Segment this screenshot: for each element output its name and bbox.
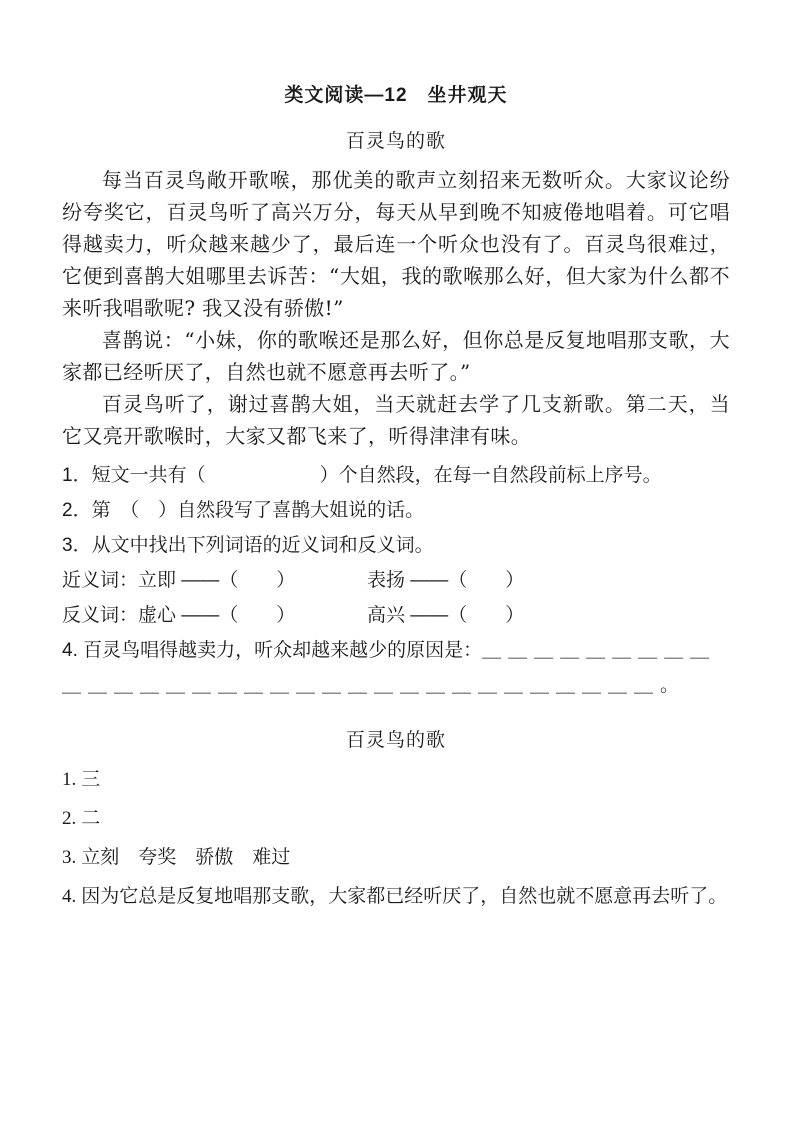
story-text bbox=[62, 164, 730, 452]
question-4 bbox=[62, 633, 730, 703]
answer-key-title: 百灵鸟的歌 bbox=[345, 730, 446, 751]
story-paragraph-3: 百灵鸟听了，谢过喜鹊大姐，当天就赶去学了几支新歌。第二天，当它又亮开歌喉时，大家又都飞来了，听得津津有味。 bbox=[62, 392, 730, 448]
story-title: 百灵鸟的歌 bbox=[345, 131, 446, 152]
answer-number-4: 4. bbox=[62, 886, 77, 907]
answer-item-3 bbox=[62, 847, 730, 869]
antonym-pair-left: 反义词：虚心 ——（ ） bbox=[62, 605, 296, 626]
synonym-pair-right: 表扬 ——（ ） bbox=[367, 570, 525, 591]
answer-item-4 bbox=[62, 886, 730, 908]
page-title: 类文阅读—12 坐井观天 bbox=[284, 85, 508, 106]
question-2: 2．第 （ ）自然段写了喜鹊大姐说的话。 bbox=[62, 500, 425, 521]
answer-text-2: 二 bbox=[81, 808, 101, 829]
synonym-row bbox=[62, 563, 730, 598]
story-paragraph-2: 喜鹊说：“小妹，你的歌喉还是那么好，但你总是反复地唱那支歌，大家都已经听厌了，自然也就不愿意再去听了。” bbox=[62, 328, 730, 384]
antonym-row bbox=[62, 598, 730, 633]
answer-number-3: 3. bbox=[62, 847, 77, 868]
answer-number-1: 1. bbox=[62, 769, 77, 790]
antonym-pair-right: 高兴 ——（ ） bbox=[367, 605, 525, 626]
synonym-pair-left: 近义词：立即 ——（ ） bbox=[62, 570, 296, 591]
question-4-period: 。 bbox=[660, 675, 680, 696]
answer-item-2 bbox=[62, 808, 730, 830]
answer-number-2: 2. bbox=[62, 808, 77, 829]
question-4-text: 4. 百灵鸟唱得越卖力，听众却越来越少的原因是： bbox=[62, 640, 483, 661]
answer-text-3: 立刻 夸奖 骄傲 难过 bbox=[81, 847, 291, 868]
question-3: 3．从文中找出下列词语的近义词和反义词。 bbox=[62, 535, 434, 556]
story-paragraph-1: 每当百灵鸟敞开歌喉，那优美的歌声立刻招来无数听众。大家议论纷纷夸奖它，百灵鸟听了高兴万分，每天从早到晚不知疲倦地唱着。可它唱得越卖力，听众越来越少了，最后连一个听众也没有了。百灵鸟很难过，它便到喜鹊大姐哪里去诉苦：“大姐，我的歌喉那么好，但大家为什么都不来听我唱歌呢? 我又没有骄傲!” bbox=[62, 168, 730, 320]
questions-section bbox=[62, 458, 730, 703]
answer-text-1: 三 bbox=[81, 769, 101, 790]
answer-blank-line: ＿＿＿＿＿＿＿＿＿＿＿＿＿＿＿＿＿＿＿＿＿＿＿＿＿＿＿＿＿＿＿＿ bbox=[62, 640, 717, 696]
question-1: 1．短文一共有（ ）个自然段，在每一自然段前标上序号。 bbox=[62, 465, 662, 486]
answer-key-section bbox=[62, 729, 730, 908]
answer-text-4: 因为它总是反复地唱那支歌，大家都已经听厌了，自然也就不愿意再去听了。 bbox=[81, 886, 728, 907]
answer-item-1 bbox=[62, 769, 730, 791]
